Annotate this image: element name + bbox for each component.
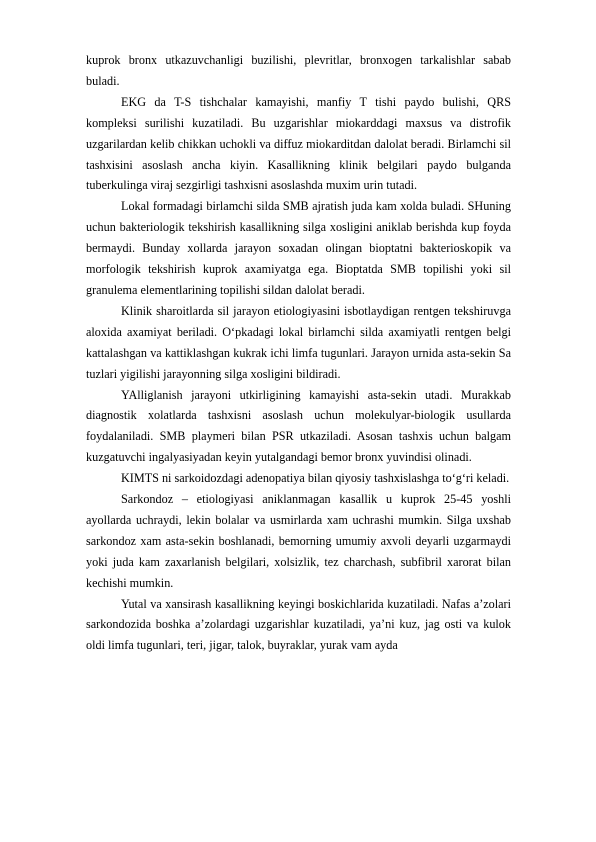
paragraph-3: Lokal formadagi birlamchi silda SMB ajratish juda kam xolda buladi. SHuning uchun bakteriologik tekshirish kasallikning silga xosligini aniklab berishda kup foyda bermaydi. Bunday xollarda jarayon soxadan olingan bioptatni bakterioskopik va morfologik tekshirish kuprok axamiyatga ega. Bioptatda SMB topilishi yoki sil granulema elementlarining topilishi sildan dalolat beradi.: [86, 199, 511, 297]
paragraph-1: kuprok bronx utkazuvchanligi buzilishi, plevritlar, bronxogen tarkalishlar sabab buladi.: [86, 53, 511, 88]
document-page: [86, 50, 511, 656]
paragraph-8: Yutal va xansirash kasallikning keyingi boskichlarida kuzatiladi. Nafas a’zolari sarkondozida boshka a’zolardagi uzgarishlar kuzatiladi, ya’ni kuz, jag osti va kulok oldi limfa tugunlari, teri, jigar, talok, buyraklar, yurak vam ayda: [86, 596, 511, 653]
paragraph-4: Klinik sharoitlarda sil jarayon etiologiyasini isbotlaydigan rentgen tekshiruvga aloxida axamiyat beriladi. O‘pkadagi lokal birlamchi silda axamiyatli rentgen belgi kattalashgan va kattiklashgan kukrak ichi limfa tugunlari. Jarayon urnida asta-sekin Sa tuzlari yigilishi jarayonning silga xosligini bildiradi.: [86, 303, 511, 381]
paragraph-6: KIMTS ni sarkoidozdagi adenopatiya bilan qiyosiy tashxislashga to‘g‘ri keladi.: [121, 471, 510, 486]
paragraph-2: EKG da T-S tishchalar kamayishi, manfiy T tishi paydo bulishi, QRS kompleksi surilishi kuzatiladi. Bu uzgarishlar miokarddagi maxsus va distrofik uzgarilardan kelib chikkan uchokli va diffuz miokarditdan dalolat beradi. Birlamchi sil tashxisini asoslash ancha kiyin. Kasallikning klinik belgilari paydo bulganda tuberkulinga viraj sezgirligi tashxisni asoslashda muxim urin tutadi.: [86, 94, 511, 193]
paragraph-5: YAlliglanish jarayoni utkirligining kamayishi asta-sekin utadi. Murakkab diagnostik xolatlarda tashxisni asoslash uchun molekulyar-biologik usullarda foydalaniladi. SMB playmeri bilan PSR utkaziladi. Asosan tashxis uchun balgam kuzgatuvchi ingalyasiyadan keyin yutalgandagi bemor bronx yuvindisi olinadi.: [86, 387, 511, 465]
paragraph-7: Sarkondoz – etiologiyasi aniklanmagan kasallik u kuprok 25-45 yoshli ayollarda uchraydi, lekin bolalar va usmirlarda xam uchrashi mumkin. Silga uxshab sarkondoz xam asta-sekin boshlanadi, bemorning umumiy axvoli deyarli uzgarmaydi yoki juda kam zaxarlanish belgilari, xolsizlik, tez charchash, subfibril xarorat bilan kechishi mumkin.: [86, 492, 511, 590]
